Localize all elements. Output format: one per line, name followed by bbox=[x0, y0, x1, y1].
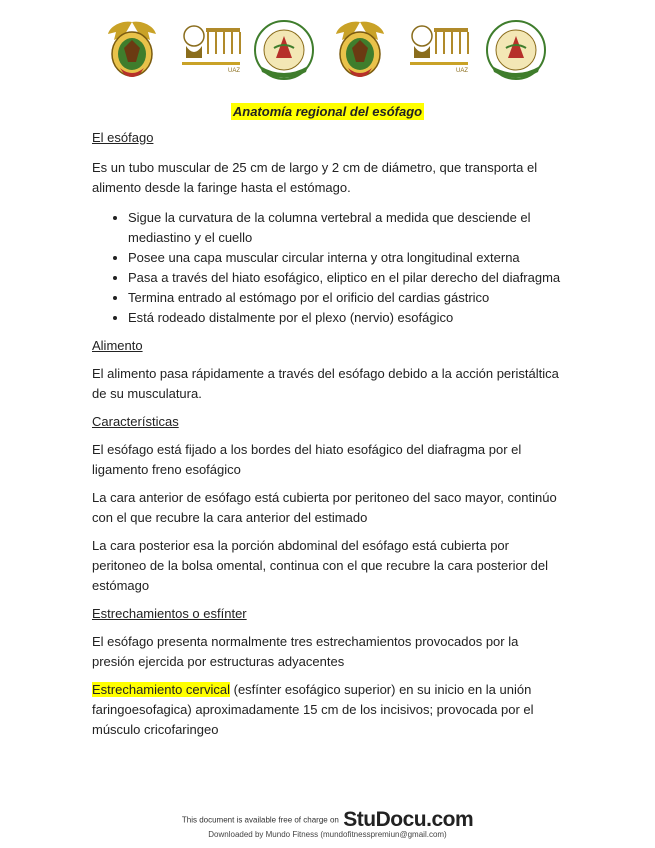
esofago-intro bbox=[92, 158, 562, 198]
document-body bbox=[92, 128, 562, 740]
studocu-logo[interactable] bbox=[343, 808, 473, 831]
heading-estrechamientos: Estrechamientos o esfínter bbox=[92, 606, 247, 621]
faculty-seal-logo bbox=[252, 18, 316, 82]
list-item: • Posee una capa muscular circular interna y otra longitudinal externa bbox=[128, 248, 562, 268]
uaz-eagle-logo-2 bbox=[332, 18, 388, 82]
list-item: • Termina entrado al estómago por el orificio del cardias gástrico bbox=[128, 288, 562, 308]
highlight-cervical: Estrechamiento cervical bbox=[92, 682, 230, 697]
list-item: • Pasa a través del hiato esofágico, eliptico en el pilar derecho del diafragma bbox=[128, 268, 562, 288]
studocu-footer bbox=[0, 808, 655, 832]
brand-name: StuDocu bbox=[343, 808, 427, 831]
estrechamientos-p1: El esófago presenta normalmente tres estrechamientos provocados por la presión ejercida por estructuras adyacentes bbox=[92, 634, 519, 669]
list-item: • Sigue la curvatura de la columna vertebral a medida que desciende el mediastino y el cuello bbox=[128, 208, 562, 248]
svg-text:UAZ: UAZ bbox=[456, 68, 468, 74]
caracteristicas-p2: La cara anterior de esófago está cubierta por peritoneo del saco mayor, continúo con el que recubre la cara anterior del estimado bbox=[92, 490, 557, 525]
brand-domain: .com bbox=[426, 808, 474, 831]
heading-esofago: El esófago bbox=[92, 130, 154, 145]
esofago-bullet-list bbox=[92, 208, 562, 328]
document-title bbox=[0, 103, 655, 121]
heading-alimento: Alimento bbox=[92, 338, 143, 353]
downloaded-by-text: Downloaded by Mundo Fitness (mundofitnesspremiun@gmail.com) bbox=[208, 830, 447, 839]
list-item: • Está rodeado distalmente por el plexo (nervio) esofágico bbox=[128, 308, 562, 328]
estrechamientos-p2-rest: (esfínter esofágico superior) en su inicio en la unión faringoesofagica) aproximadamente 15 cm de los incisivos; provocada por el músculo cricofaringeo bbox=[92, 682, 534, 737]
intro-line-1: Es un tubo muscular de 25 cm de largo y 2 cm de diámetro, que transporta el bbox=[92, 160, 538, 175]
uaz-eagle-logo bbox=[104, 18, 160, 82]
portrait-aqueduct-logo bbox=[178, 18, 242, 74]
available-text: This document is available free of charge on bbox=[181, 815, 339, 825]
title-text: Anatomía regional del esófago bbox=[232, 104, 423, 119]
header-logos bbox=[96, 18, 566, 84]
svg-text:UAZ: UAZ bbox=[228, 68, 240, 74]
intro-line-2: alimento desde la faringe hasta el estómago. bbox=[92, 180, 351, 195]
faculty-seal-logo-2 bbox=[484, 18, 548, 82]
alimento-text: El alimento pasa rápidamente a través del esófago debido a la acción peristáltica de su musculatura. bbox=[92, 366, 559, 401]
caracteristicas-p1: El esófago está fijado a los bordes del hiato esofágico del diafragma por el ligamento freno esofágico bbox=[92, 442, 522, 477]
estrechamientos-p2 bbox=[92, 680, 562, 740]
portrait-aqueduct-logo-2 bbox=[406, 18, 470, 74]
caracteristicas-p3: La cara posterior esa la porción abdominal del esófago está cubierta por peritoneo de la bolsa omental, continua con el que recubre la cara posterior del estómago bbox=[92, 538, 549, 593]
heading-caracteristicas: Características bbox=[92, 414, 179, 429]
